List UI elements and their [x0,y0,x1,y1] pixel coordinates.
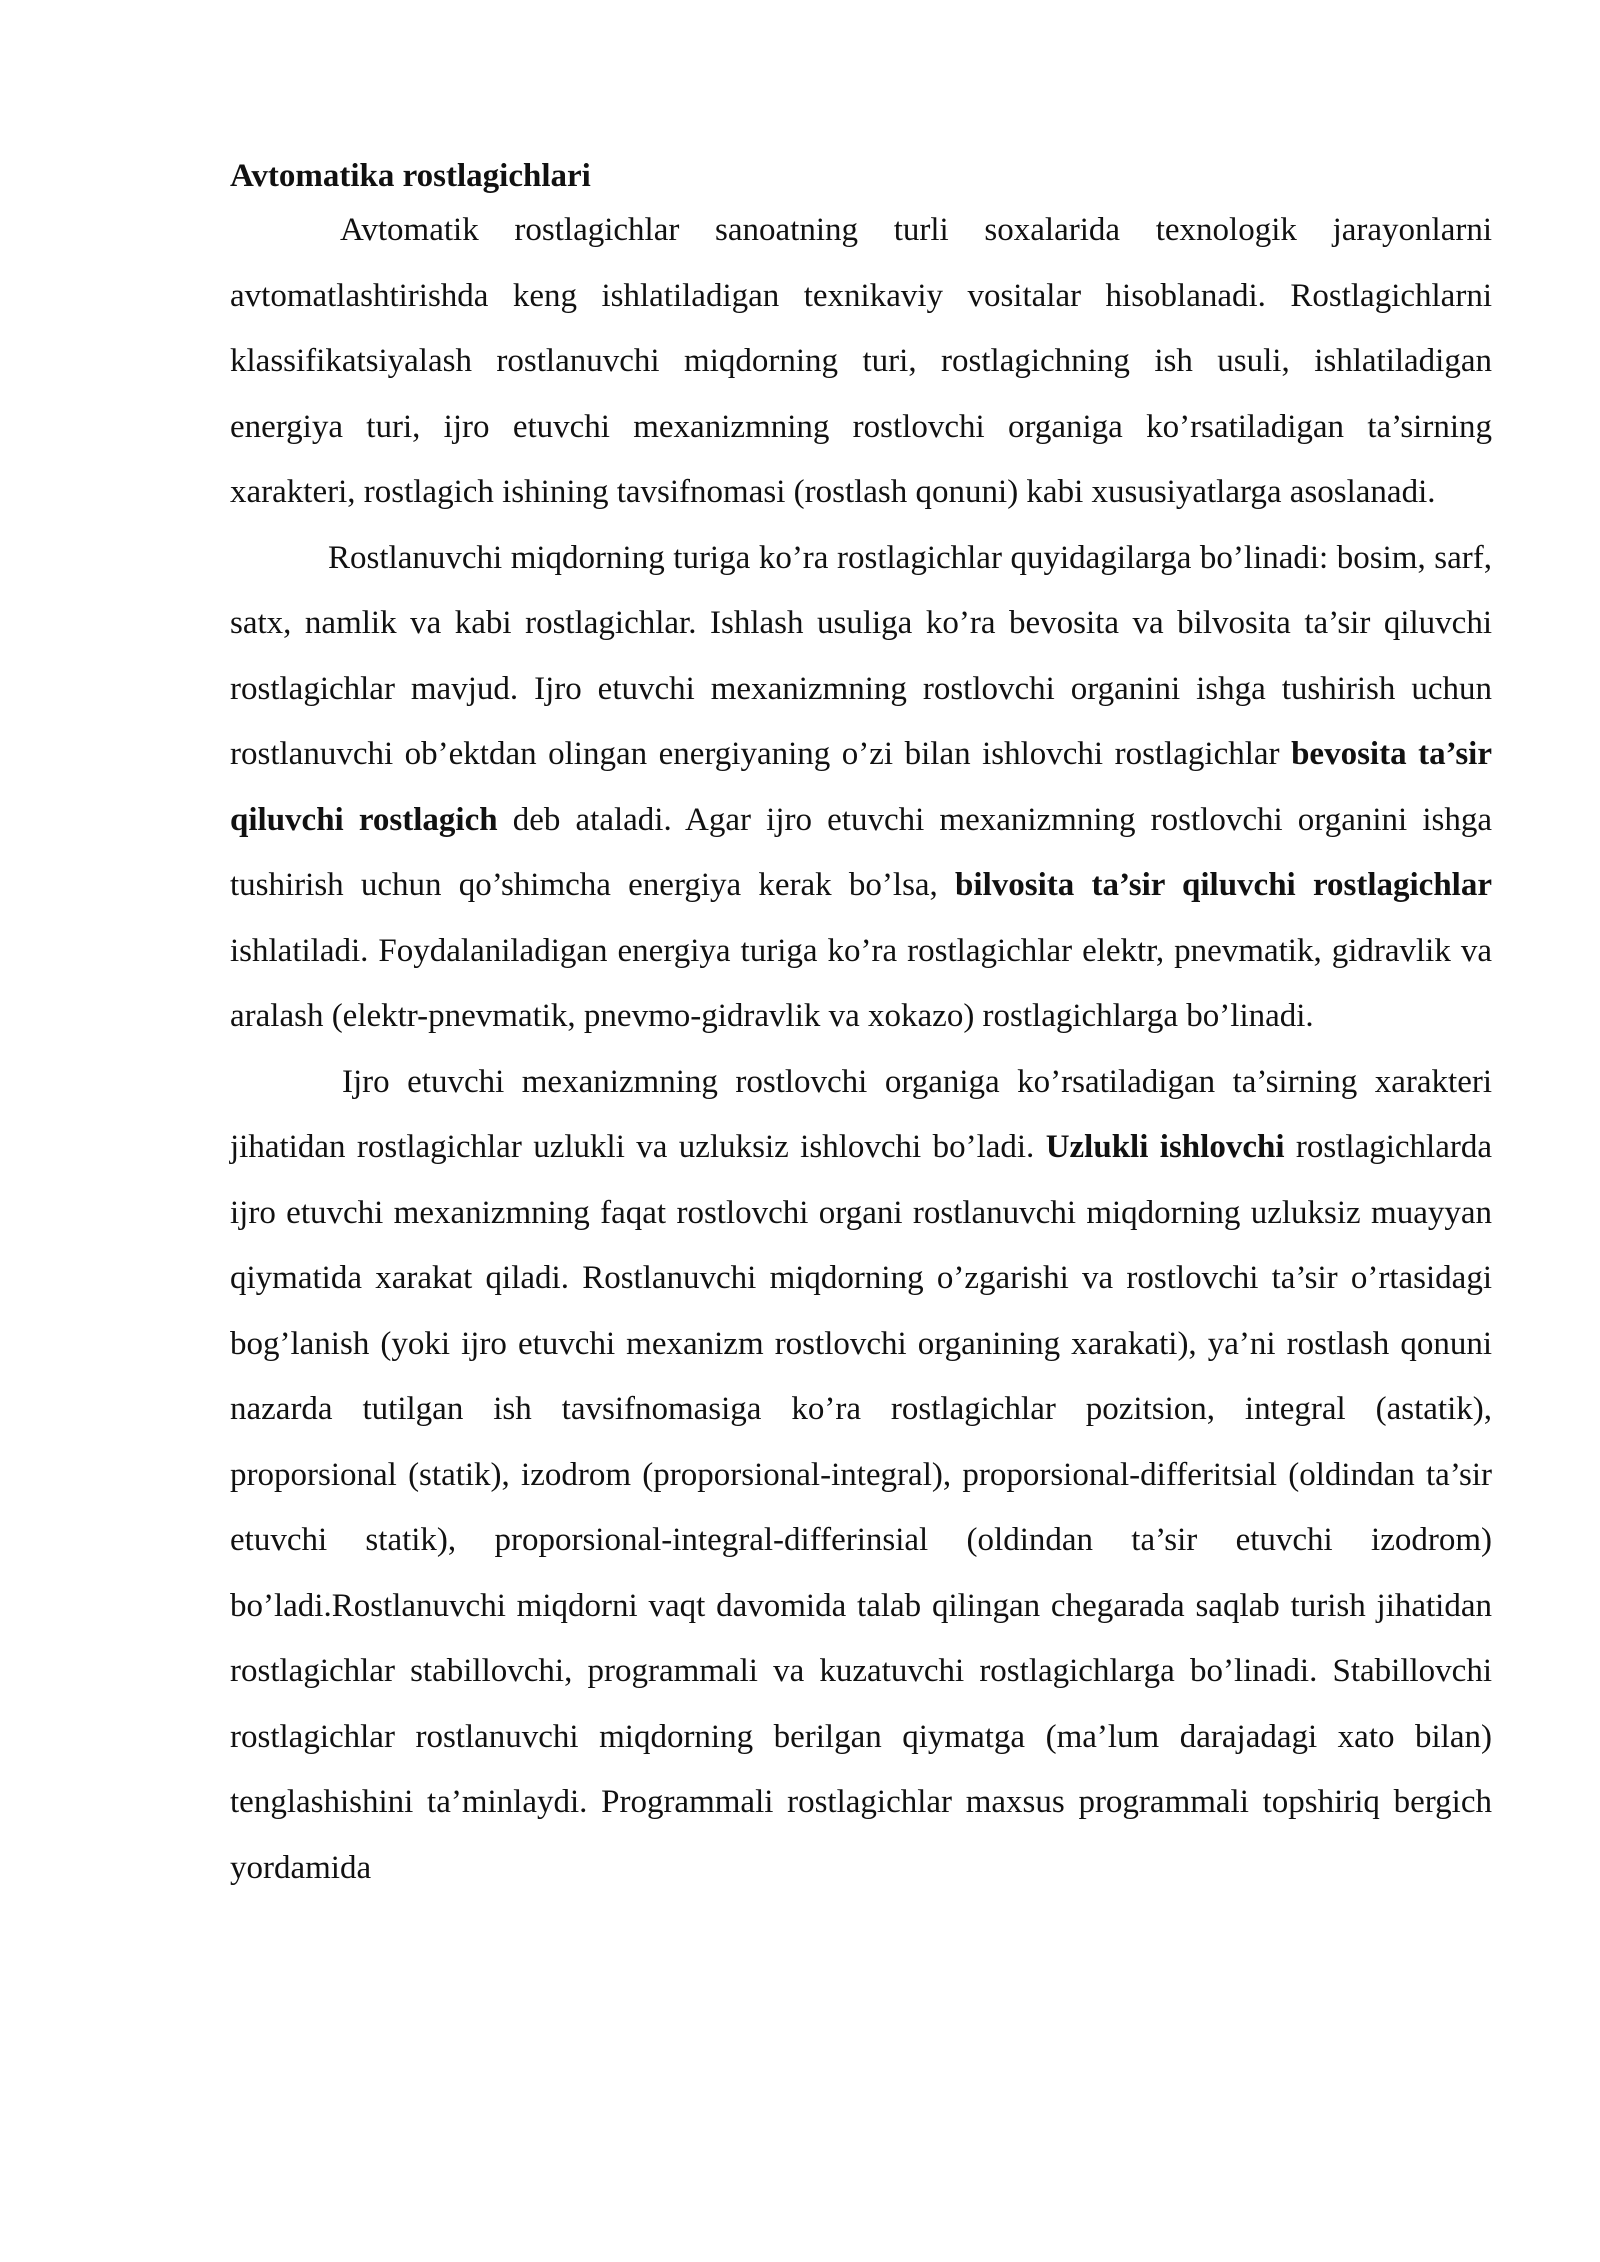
bold-term: Uzlukli ishlovchi [1045,1129,1285,1165]
paragraph-text: Ijro etuvchi mexanizmning rostlovchi organiga ko’rsatiladigan ta’sirning xarakteri jihatidan rostlagichlar uzlukli va uzluksiz ishlovchi bo’ladi. [230,1063,1492,1165]
document-page [230,152,1492,1901]
bold-term: bevosita ta’sir qiluvchi rostlagich [230,736,1492,838]
paragraph-3 [230,1050,1492,1902]
paragraph-text: deb ataladi. Agar ijro etuvchi mexanizmning rostlovchi organini ishga tushirish uchun qo’shimcha energiya kerak bo’lsa, [230,801,1492,903]
paragraph-text: Rostlanuvchi miqdorning turiga ko’ra rostlagichlar quyidagilarga bo’linadi: bosim, sarf, satx, namlik va kabi rostlagichlar. Ishlash usuliga ko’ra bevosita va bilvosita ta’sir qiluvchi rostlagichlar mavjud. Ijro etuvchi mexanizmning rostlovchi organini ishga tushirish uchun rostlanuvchi ob’ektdan olingan energiyaning o’zi bilan ishlovchi rostlagichlar [230,539,1492,772]
bold-term: bilvosita ta’sir qiluvchi rostlagichlar [955,867,1492,903]
paragraph-text: Avtomatik rostlagichlar sanoatning turli soxalarida texnologik jarayonlarni avtomatlashtirishda keng ishlatiladigan texnikaviy vositalar hisoblanadi. Rostlagichlarni klassifikatsiyalash rostlanuvchi miqdorning turi, rostlagichning ish usuli, ishlatiladigan energiya turi, ijro etuvchi mexanizmning rostlovchi organiga ko’rsatiladigan ta’sirning xarakteri, rostlagich ishining tavsifnomasi (rostlash qonuni) kabi xususiyatlarga asoslanadi. [230,212,1492,510]
document-title: Avtomatika rostlagichlari [230,158,591,194]
paragraph-text: rostlagichlarda ijro etuvchi mexanizmning faqat rostlovchi organi rostlanuvchi miqdorning uzluksiz muayyan qiymatida xarakat qiladi. Rostlanuvchi miqdorning o’zgarishi va rostlovchi ta’sir o’rtasidagi bog’lanish (yoki ijro etuvchi mexanizm rostlovchi organining xarakati), ya’ni rostlash qonuni nazarda tutilgan ish tavsifnomasiga ko’ra rostlagichlar pozitsion, integral (astatik), proporsional (statik), izodrom (proporsional-integral), proporsional-differitsial (oldindan ta’sir etuvchi statik), proporsional-integral-differinsial (oldindan ta’sir etuvchi izodrom) bo’ladi.Rostlanuvchi miqdorni vaqt davomida talab qilingan chegarada saqlab turish jihatidan rostlagichlar stabillovchi, programmali va kuzatuvchi rostlagichlarga bo’linadi. Stabillovchi rostlagichlar rostlanuvchi miqdorning berilgan qiymatga (ma’lum darajadagi xato bilan) tenglashishini ta’minlaydi. Programmali rostlagichlar maxsus programmali topshiriq bergich yordamida [230,1129,1492,1886]
paragraph-1 [230,198,1492,526]
paragraph-text: ishlatiladi. Foydalaniladigan energiya turiga ko’ra rostlagichlar elektr, pnevmatik, gidravlik va aralash (elektr-pnevmatik, pnevmo-gidravlik va xokazo) rostlagichlarga bo’linadi. [230,932,1492,1034]
paragraph-2 [230,526,1492,1050]
